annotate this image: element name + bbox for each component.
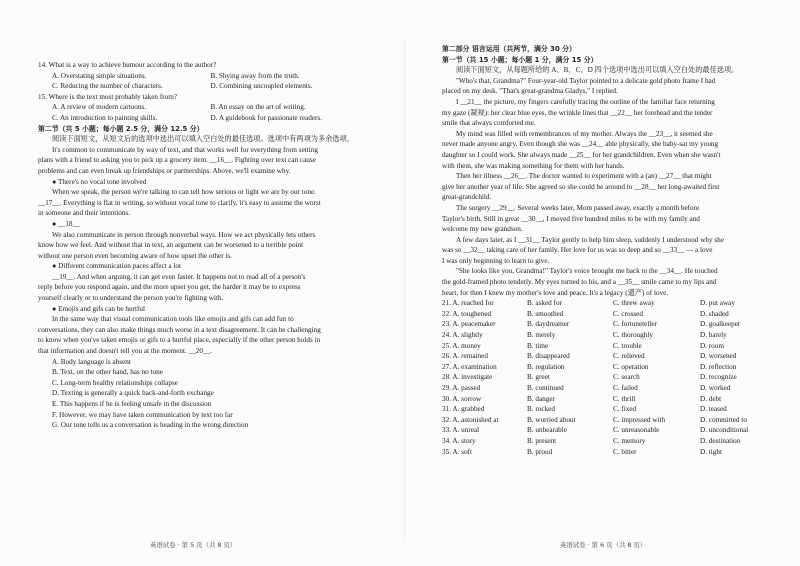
choice-e: E. This happens if he is feeling unsafe in the discussion: [52, 400, 212, 408]
passage-line: __17__. Everything is flat in writing, so without vocal tone to clarify, it's easy to assume the worst: [38, 198, 321, 207]
passage-line: great-grandchild.: [442, 193, 492, 202]
passage-line: We also communicate in person through nonverbal ways. How we act physically lets others: [52, 230, 316, 239]
option: B. greet: [527, 373, 550, 382]
option: B. continued: [527, 384, 564, 392]
passage-line: My mind was filled with remembrances of my mother. Always the __23__, it seemed she: [456, 129, 713, 138]
option: C. fortuneteller: [613, 320, 657, 329]
option: B. regulation: [527, 362, 565, 371]
q14-option-d: D. Combining uncoupled elements.: [210, 82, 313, 91]
part-heading: 第二部分 语言运用（共两节，满分 30 分）: [442, 45, 576, 53]
right-page: [442, 44, 782, 457]
q14-option-c: C. Reducing the number of characters.: [52, 82, 163, 91]
option: B. proud: [527, 447, 553, 456]
choice-b: B. Text, on the other hand, has no tone: [52, 368, 163, 377]
option: C. trouble: [613, 341, 642, 350]
option: D. worked: [700, 384, 731, 392]
passage-line: A few days later, as I __31__ Taylor gently to help him sleep, suddenly I understood why she: [456, 235, 724, 244]
passage-line: was so __32__ taking care of her family. Her love for us was so deep and so __33__ — a love: [442, 246, 713, 255]
q15-option-a: A. A review of modern cartoons.: [52, 103, 147, 112]
option: B. smoothed: [527, 309, 564, 318]
option: 34. A. story: [442, 436, 476, 445]
q15-stem: 15. Where is the text most probably taken from?: [38, 92, 177, 101]
option: D. debt: [700, 394, 722, 403]
option: 35. A. soft: [442, 447, 472, 456]
option: D. room: [700, 341, 724, 350]
option-row: [442, 298, 782, 309]
option-row: [442, 330, 782, 341]
option: B. asked for: [527, 299, 562, 308]
choice-a: A. Body language is absent: [52, 357, 131, 366]
option: 29. A. passed: [442, 384, 481, 392]
section1-heading: 第一节（共 15 小题；每小题 1 分，满分 15 分）: [442, 55, 598, 64]
passage-subheading: ● Different communication paces affect a lot: [52, 262, 182, 271]
passage-line: heart, for then I knew my mother's love and peace. It's a legacy (遗产) of love.: [442, 288, 669, 297]
option: D. put away: [700, 299, 735, 308]
option-row: [442, 447, 782, 458]
passage-subheading: ● There's no vocal tone involved: [52, 177, 147, 186]
option: B. disappeared: [527, 352, 570, 361]
option-row: [442, 383, 782, 394]
option: D. shaded: [700, 309, 729, 318]
passage-line: the gold-framed photo tenderly. My eyes turned to his, and a __35__ smile came to my lips and: [442, 278, 717, 287]
option-row: [442, 372, 782, 383]
q14-option-a: A. Overstating simple situations.: [52, 71, 147, 80]
page-gutter: [404, 40, 405, 540]
option: B. merely: [527, 331, 556, 340]
option: 31. A. grabbed: [442, 405, 485, 414]
option-row: [442, 404, 782, 415]
passage-line: give her another year of life. She agreed so she could be around to __28__ her long-awaited first: [442, 182, 720, 191]
q14-option-b: B. Shying away from the truth.: [210, 71, 300, 80]
passage-line: "Who's that, Grandma?" Four-year-old Taylor pointed to a delicate gold photo frame I had: [456, 76, 716, 85]
option: 24. A. slightly: [442, 331, 483, 340]
option: C. thoroughly: [613, 331, 653, 340]
passage-line: daughter so I could work. She always made __25__ for her grandchildren. Even when she wasn't: [442, 150, 721, 159]
option: 22. A. toughened: [442, 309, 492, 318]
passage-line: with them, she was making something for them with her hands.: [442, 161, 625, 170]
option: C. failed: [613, 384, 638, 392]
option-row: [38, 102, 390, 113]
q15-option-d: D. A guidebook for passionate readers.: [210, 113, 323, 122]
passage-line: that information and doesn't tell you at the moment. __20__.: [38, 347, 212, 356]
option-row: [442, 309, 782, 320]
option: 25. A. money: [442, 341, 481, 350]
passage-line: welcome my new grandson.: [442, 225, 523, 234]
option: B. daydreamer: [527, 320, 570, 329]
option: C. threw away: [613, 299, 655, 308]
option: B. present: [527, 436, 557, 445]
passage-line: smile that always comforted me.: [442, 119, 536, 128]
option: B. worried about: [527, 415, 576, 424]
option: D. destination: [700, 436, 741, 445]
passage-line: conversations, they can also make things much worse in a text disagreement. It can be challenging: [38, 325, 321, 334]
option: 32. A. astonished at: [442, 415, 499, 424]
passage-line: Taylor's birth. Still in great __30__, I moved five hundred miles to be with my family and: [442, 214, 700, 223]
choice-f: F. However, we may have taken communication by text too far: [52, 410, 233, 419]
option-row: [38, 81, 390, 92]
section2-instructions: 阅读下面短文，从短文后的选项中选出可以填入空白处的最佳选项。选项中有两项为多余选项。: [52, 135, 354, 144]
passage-line: reply before you respond again, and the more upset you get, the harder it may be to express: [38, 283, 301, 292]
option: 21. A. reached for: [442, 299, 494, 308]
option: C. relieved: [613, 352, 645, 361]
passage-subheading: ● Emojis and gifs can be hurtful: [52, 304, 145, 313]
reading-passage: [38, 145, 390, 357]
cloze-passage: [442, 76, 782, 298]
option: D. goalkeeper: [700, 320, 741, 329]
q14-options: [38, 71, 390, 92]
option-row: [442, 415, 782, 426]
option: D. tight: [700, 447, 722, 456]
q15-options: [38, 102, 390, 123]
option-row: [38, 71, 390, 82]
option-row: [442, 425, 782, 436]
passage-line: problems and can even break up friendships or partnerships. Above, we'll examine why.: [38, 166, 291, 175]
choice-c: C. Long-term healthy relationships collapse: [52, 378, 178, 387]
passage-line: in someone and their intentions.: [38, 209, 131, 218]
option: D. unconditional: [700, 426, 749, 435]
option: C. thrill: [613, 394, 636, 403]
passage-line: yourself clearly or to understand the person you're fighting with.: [38, 294, 224, 303]
option-row: [38, 113, 390, 124]
option: C. operation: [613, 362, 649, 371]
option: D. reflection: [700, 362, 737, 371]
option: 23. A. peacemaker: [442, 320, 496, 329]
option: B. danger: [527, 394, 555, 403]
option: D. teased: [700, 405, 727, 414]
cloze-options: [442, 298, 782, 457]
option: D. worsened: [700, 352, 737, 361]
passage-line: "She looks like you, Grandma!" Taylor's voice brought me back to the __34__. He touched: [456, 267, 718, 276]
q15-option-c: C. An introduction to painting skills.: [52, 113, 158, 122]
option: D. barely: [700, 331, 727, 340]
option-row: [442, 341, 782, 352]
passage-line: In the same way that visual communication tools like emojis and gifs can add fun to: [52, 315, 294, 324]
choice-d: D. Texting is generally a quick back-and-forth exchange: [52, 389, 214, 398]
right-page-footer: 英语试卷 · 第 6 页（共 8 页）: [560, 541, 647, 549]
passage-line: placed on my desk. "That's great-grandma Gladys," I replied.: [442, 87, 618, 96]
passage-line: The surgery __29__. Several weeks later, Mom passed away, exactly a month before: [456, 203, 700, 212]
option: B. time: [527, 341, 549, 350]
option: C. unreasonable: [613, 426, 660, 435]
option: C. fixed: [613, 405, 637, 414]
passage-subheading: ● __18__: [52, 219, 80, 228]
passage-line: It's common to communicate by way of text, and that works well for everything from setting: [52, 145, 318, 154]
option: C. impressed with: [613, 415, 666, 424]
option: D. recognize: [700, 373, 737, 382]
option: C. search: [613, 373, 640, 382]
option: 26. A. remained: [442, 352, 488, 361]
passage-line: __19__. And when arguing, it can get even faster. It happens not to read all of a person's: [52, 272, 306, 281]
q14-stem: 14. What is a way to achieve humour according to the author?: [38, 61, 217, 69]
passage-line: to know when you've taken emojis or gifs to a hurtful place, especially if the other person holds in: [38, 336, 321, 345]
option-row: [442, 362, 782, 373]
left-page: [38, 60, 390, 431]
passage-line: I __21__ the picture, my fingers carefully tracing the outline of the familiar face returning: [456, 97, 715, 106]
section1-instructions: 阅读下面短文，从每题所给的 A、B、C、D 四个选项中选出可以填入空白处的最佳选项。: [456, 66, 739, 75]
option: C. crossed: [613, 309, 643, 318]
option: B. unbearable: [527, 426, 567, 435]
option-row: [442, 436, 782, 447]
option: 27. A. examination: [442, 362, 497, 371]
passage-line: never made anyone angry. Even though she was __24__ able physically, she baby-sat my young: [442, 140, 719, 149]
option: D. committed to: [700, 415, 747, 424]
option-row: [442, 351, 782, 362]
passage-line: Then her illness __26__. The doctor wanted to experiment with a (an) __27__ that might: [456, 172, 712, 181]
passage-line: without one person even becoming aware of how upset the other is.: [38, 251, 233, 260]
option: 30. A. sorrow: [442, 394, 482, 403]
option: C. bitter: [613, 447, 637, 456]
choice-g: G. Our tone tells us a conversation is heading in the wrong direction: [52, 421, 249, 430]
passage-line: When we speak, the person we're talking to can tell how serious or light we are by our tone.: [52, 188, 316, 197]
section2-heading: 第二节（共 5 小题；每小题 2.5 分，满分 12.5 分）: [38, 124, 204, 133]
q15-option-b: B. An essay on the art of writing.: [210, 103, 306, 112]
option: B. rocked: [527, 405, 555, 414]
option-row: [442, 394, 782, 405]
option: 33. A. unreal: [442, 426, 480, 435]
left-page-footer: 英语试卷 · 第 5 页（共 8 页）: [150, 541, 237, 549]
passage-line: my gaze (凝视): her clear blue eyes, the wrinkle lines that __22__ her forehead and the tender: [442, 108, 713, 117]
option: C. memory: [613, 436, 646, 445]
choice-list: [38, 357, 390, 431]
passage-line: know how we feel. And without that in text, an argument can be worsened to a terrible point: [38, 241, 304, 250]
passage-line: I was only beginning to learn to give.: [442, 256, 550, 265]
option: 28. A. investigate: [442, 373, 493, 382]
option-row: [442, 319, 782, 330]
passage-line: plans with a friend to asking you to pick up a grocery item. __16__. Fighting over text can cause: [38, 156, 316, 165]
